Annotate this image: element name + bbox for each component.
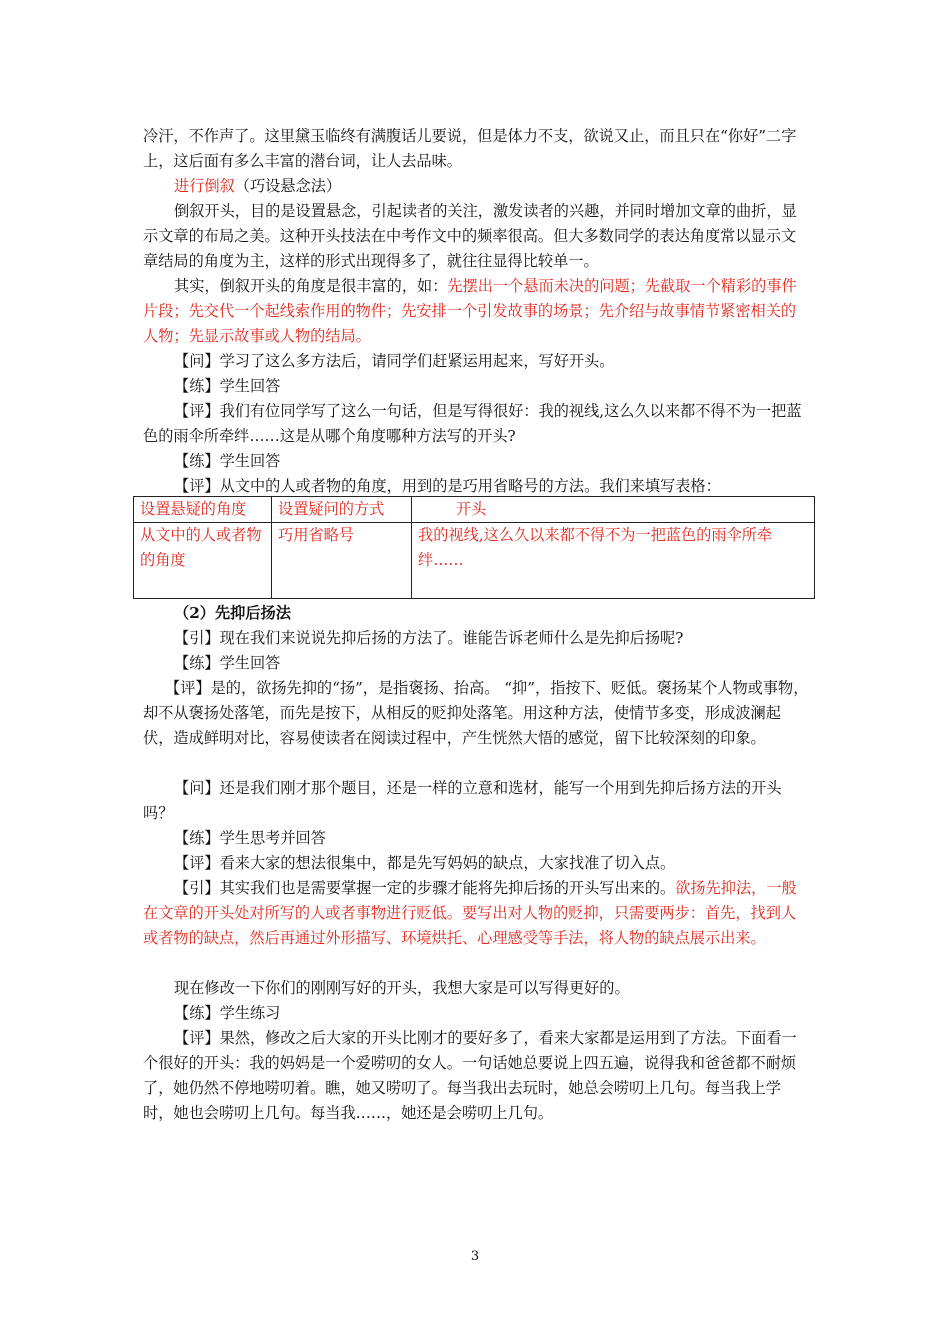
steps-explanation: 欲扬先抑法，一般在文章的开头处对所写的人或者事物进行贬低。要写出对人物的贬抑，只需要两步：首先，找到人或者物的缺点，然后再通过外形描写、环境烘托、心理感受等手法，将人物的缺点展示出来。 — [143, 879, 797, 947]
intro-suppress-then-praise: 【引】现在我们来说说先抑后扬的方法了。谁能告诉老师什么是先抑后扬呢? — [174, 629, 684, 647]
paragraph-flashback-intro: 倒叙开头，目的是设置悬念，引起读者的关注，激发读者的兴趣，并同时增加文章的曲折，显示文章的布局之美。这种开头技法在中考作文中的频率很高。但大多数同学的表达角度常以显示文章结局的角度为主，这样的形式出现得多了，就往往显得比较单一。 — [143, 202, 797, 270]
intro-steps: 【引】其实我们也是需要掌握一定的步骤才能将先抑后扬的开头写出来的。欲扬先抑法，一般在文章的开头处对所写的人或者事物进行贬低。要写出对人物的贬抑，只需要两步：首先，找到人或者物的缺点，然后再通过外形描写、环境烘托、心理感受等手法，将人物的缺点展示出来。 — [143, 879, 797, 947]
heading-suppress-then-praise: （2）先抑后扬法 — [174, 604, 291, 622]
suspense-table — [133, 496, 815, 599]
practice-answer: 【练】学生回答 — [174, 377, 281, 395]
table-row — [134, 523, 815, 599]
paragraph-revise: 现在修改一下你们的刚刚写好的开头，我想大家是可以写得更好的。 — [174, 979, 630, 997]
question-practice: 【问】学习了这么多方法后，请同学们赶紧运用起来，写好开头。 — [174, 352, 615, 370]
table-header-method: 设置疑问的方式 — [272, 497, 412, 523]
comment-good-opening: 【评】果然，修改之后大家的开头比刚才的要好多了，看来大家都是运用到了方法。下面看一个很好的开头：我的妈妈是一个爱唠叨的女人。一句话她总要说上四五遍，说得我和爸爸都不耐烦了，她仍然不停地唠叨着。瞧，她又唠叨了。每当我出去玩时，她总会唠叨上几句。每当我上学时，她也会唠叨上几句。每当我……，她还是会唠叨上几句。 — [143, 1029, 797, 1122]
heading-flashback: 进行倒叙（巧设悬念法） — [174, 177, 342, 195]
practice-answer-2: 【练】学生回答 — [174, 452, 281, 470]
page-number: 3 — [470, 1249, 480, 1264]
table-header-opening: 开头 — [412, 497, 815, 523]
comment-table-intro: 【评】从文中的人或者物的角度，用到的是巧用省略号的方法。我们来填写表格： — [174, 477, 721, 495]
comment-example: 【评】我们有位同学写了这么一句话，但是写得很好：我的视线,这么久以来都不得不为一把蓝色的雨伞所牵绊……这是从哪个角度哪种方法写的开头? — [143, 402, 802, 445]
table-cell-method: 巧用省略号 — [272, 523, 412, 599]
practice-answer-3: 【练】学生回答 — [174, 654, 281, 672]
comment-focus: 【评】看来大家的想法很集中，都是先写妈妈的缺点，大家找准了切入点。 — [174, 854, 676, 872]
paragraph-daiyu-commentary: 冷汗，不作声了。这里黛玉临终有满腹话儿要说，但是体力不支，欲说又止，而且只在“你好”二字上，这后面有多么丰富的潜台词，让人去品味。 — [143, 127, 797, 170]
paragraph-flashback-angles: 其实，倒叙开头的角度是很丰富的，如：先摆出一个悬而未决的问题；先截取一个精彩的事件片段；先交代一个起线索作用的物件；先安排一个引发故事的场景；先介绍与故事情节紧密相关的人物；先显示故事或人物的结局。 — [143, 277, 797, 345]
practice-exercise: 【练】学生练习 — [174, 1004, 281, 1022]
table-header-row — [134, 497, 815, 523]
flashback-angles-list: 先摆出一个悬而未决的问题；先截取一个精彩的事件片段；先交代一个起线索作用的物件；先安排一个引发故事的场景；先介绍与故事情节紧密相关的人物；先显示故事或人物的结局。 — [143, 277, 797, 345]
table-cell-opening: 我的视线,这么久以来都不得不为一把蓝色的雨伞所牵绊…… — [412, 523, 815, 599]
practice-think-answer: 【练】学生思考并回答 — [174, 829, 326, 847]
question-rewrite: 【问】还是我们刚才那个题目，还是一样的立意和选材，能写一个用到先抑后扬方法的开头吗？ — [143, 779, 782, 822]
comment-definition: 【评】是的，欲扬先抑的“扬”，是指褒扬、抬高。 “抑”，指按下、贬低。褒扬某个人物或事物，却不从褒扬处落笔，而先是按下，从相反的贬抑处落笔。用这种方法，使情节多变，形成波澜起伏，造成鲜明对比，容易使读者在阅读过程中，产生恍然大悟的感觉，留下比较深刻的印象。 — [143, 679, 809, 747]
table-header-angle: 设置悬疑的角度 — [134, 497, 272, 523]
flashback-label: 进行倒叙 — [174, 177, 235, 195]
table-cell-angle: 从文中的人或者物的角度 — [134, 523, 272, 599]
